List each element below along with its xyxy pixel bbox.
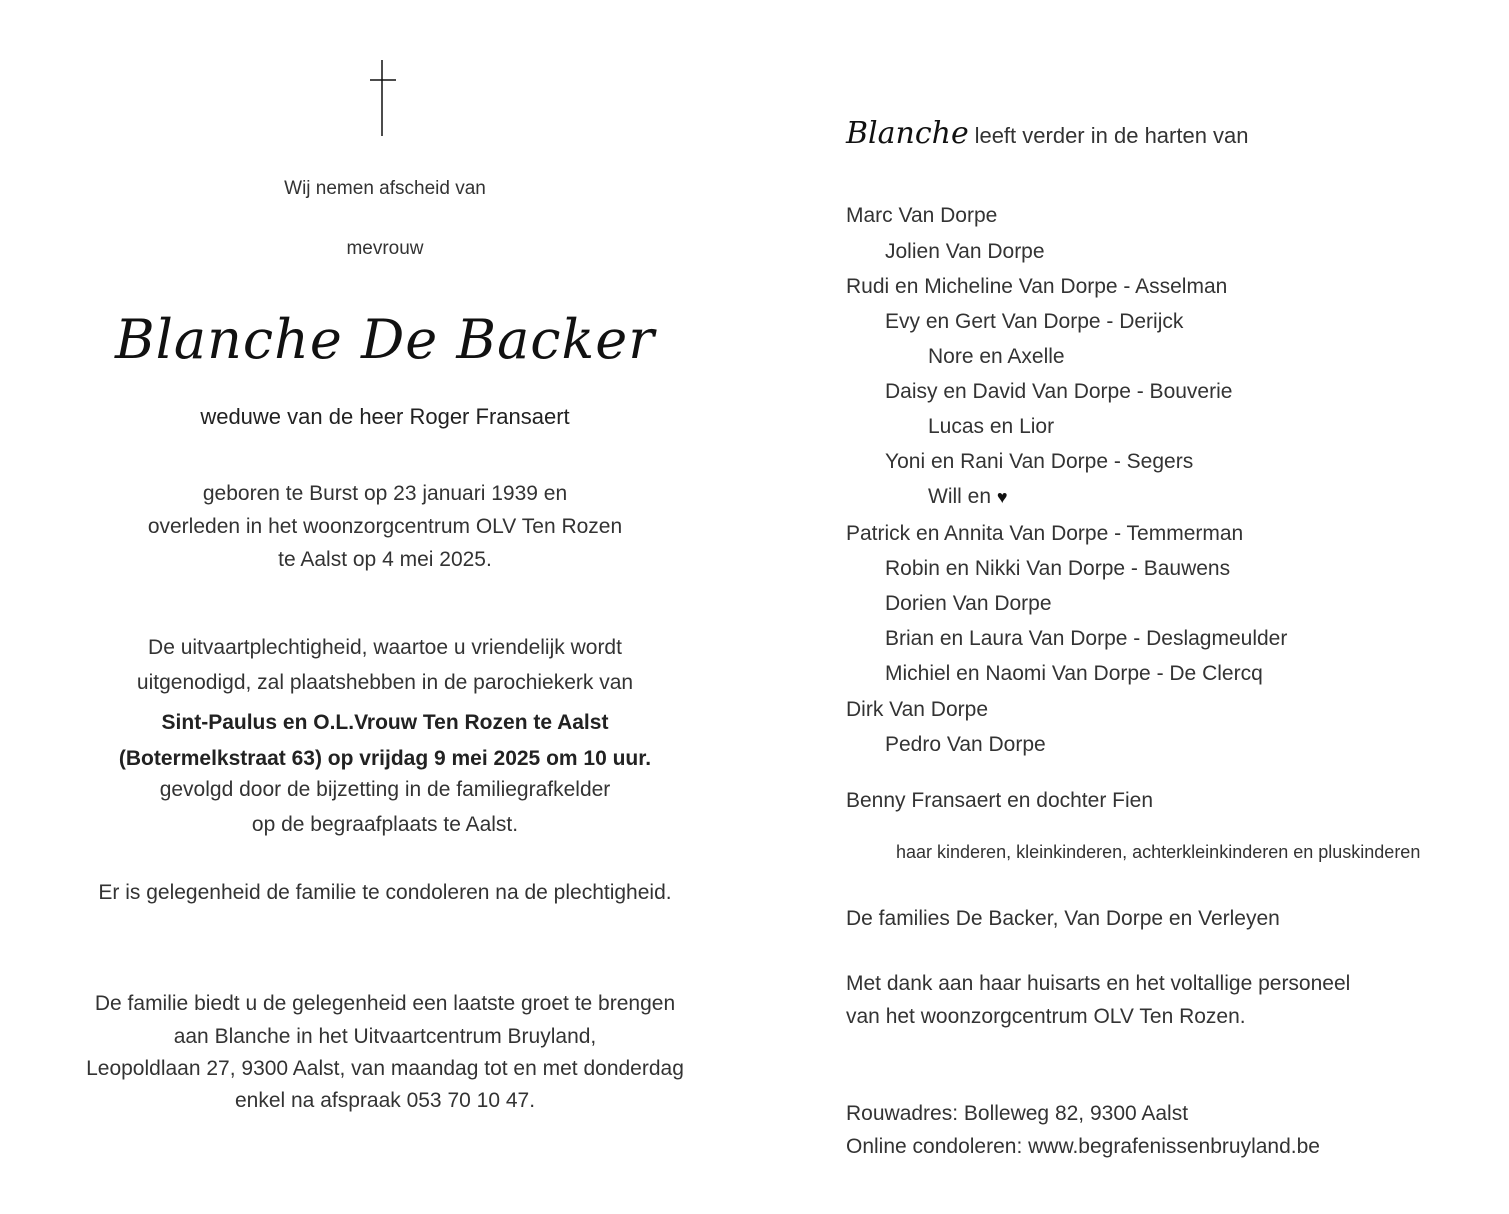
heading-rest: leeft verder in de harten van xyxy=(974,123,1249,148)
ceremony-line: De uitvaartplechtigheid, waartoe u vriendelijk wordt xyxy=(148,636,622,659)
intro-text: Wij nemen afscheid van xyxy=(284,178,486,199)
burial-line: op de begraafplaats te Aalst. xyxy=(251,813,519,836)
family-heading xyxy=(846,116,1249,151)
family-member: Patrick en Annita Van Dorpe - Temmerman xyxy=(846,522,1244,545)
cross-icon xyxy=(370,60,400,136)
family-member: Will en xyxy=(928,485,992,508)
family-member: Pedro Van Dorpe xyxy=(885,733,1046,756)
farewell-line: aan Blanche in het Uitvaartcentrum Bruyland, xyxy=(173,1025,597,1048)
family-member: Lucas en Lior xyxy=(928,415,1055,438)
farewell-line: De familie biedt u de gelegenheid een laatste groet te brengen xyxy=(94,992,676,1015)
right-column xyxy=(846,0,1486,1214)
address-line: Rouwadres: Bolleweg 82, 9300 Aalst xyxy=(846,1102,1189,1125)
family-member: Michiel en Naomi Van Dorpe - De Clercq xyxy=(885,662,1263,685)
birth-line: geboren te Burst op 23 januari 1939 en xyxy=(202,482,568,505)
ceremony-datetime: (Botermelkstraat 63) op vrijdag 9 mei 2025 om 10 uur. xyxy=(118,747,652,770)
family-member: Brian en Laura Van Dorpe - Deslagmeulder xyxy=(885,627,1288,650)
family-member: Rudi en Micheline Van Dorpe - Asselman xyxy=(846,275,1228,298)
heading-name: Blanche xyxy=(846,116,969,151)
ceremony-line: uitgenodigd, zal plaatshebben in de parochiekerk van xyxy=(136,671,634,694)
left-column xyxy=(60,0,710,1214)
descendants-line: haar kinderen, kleinkinderen, achterkleinkinderen en pluskinderen xyxy=(896,842,1421,862)
farewell-line: enkel na afspraak 053 70 10 47. xyxy=(234,1089,536,1112)
family-member: Daisy en David Van Dorpe - Bouverie xyxy=(885,380,1233,403)
family-member: Dirk Van Dorpe xyxy=(846,698,988,721)
widow-line: weduwe van de heer Roger Fransaert xyxy=(200,404,570,429)
online-condolence-line: Online condoleren: www.begrafenissenbruyland.be xyxy=(846,1135,1320,1158)
families-line: De families De Backer, Van Dorpe en Verleyen xyxy=(846,907,1280,930)
birth-line: te Aalst op 4 mei 2025. xyxy=(278,548,492,571)
title-word: mevrouw xyxy=(346,238,424,259)
family-member: Jolien Van Dorpe xyxy=(885,240,1045,263)
condolence-text: Er is gelegenheid de familie te condoleren na de plechtigheid. xyxy=(98,881,672,904)
family-member: Dorien Van Dorpe xyxy=(885,592,1052,615)
family-member: Nore en Axelle xyxy=(928,345,1065,368)
thanks-line: van het woonzorgcentrum OLV Ten Rozen. xyxy=(846,1005,1246,1028)
thanks-line: Met dank aan haar huisarts en het voltallige personeel xyxy=(846,972,1351,995)
benny-line: Benny Fransaert en dochter Fien xyxy=(846,789,1154,812)
burial-line: gevolgd door de bijzetting in de familiegrafkelder xyxy=(159,778,611,801)
farewell-line: Leopoldlaan 27, 9300 Aalst, van maandag tot en met donderdag xyxy=(86,1057,684,1080)
heart-icon: ♥ xyxy=(996,487,1008,507)
family-member: Robin en Nikki Van Dorpe - Bauwens xyxy=(885,557,1231,580)
birth-line: overleden in het woonzorgcentrum OLV Ten Rozen xyxy=(147,515,623,538)
family-member: Marc Van Dorpe xyxy=(846,204,998,227)
family-member: Yoni en Rani Van Dorpe - Segers xyxy=(885,450,1194,473)
deceased-name: Blanche De Backer xyxy=(114,308,656,371)
family-member: Evy en Gert Van Dorpe - Derijck xyxy=(885,310,1184,333)
family-member-with-heart xyxy=(928,485,1008,509)
ceremony-location: Sint-Paulus en O.L.Vrouw Ten Rozen te Aalst xyxy=(161,711,609,734)
